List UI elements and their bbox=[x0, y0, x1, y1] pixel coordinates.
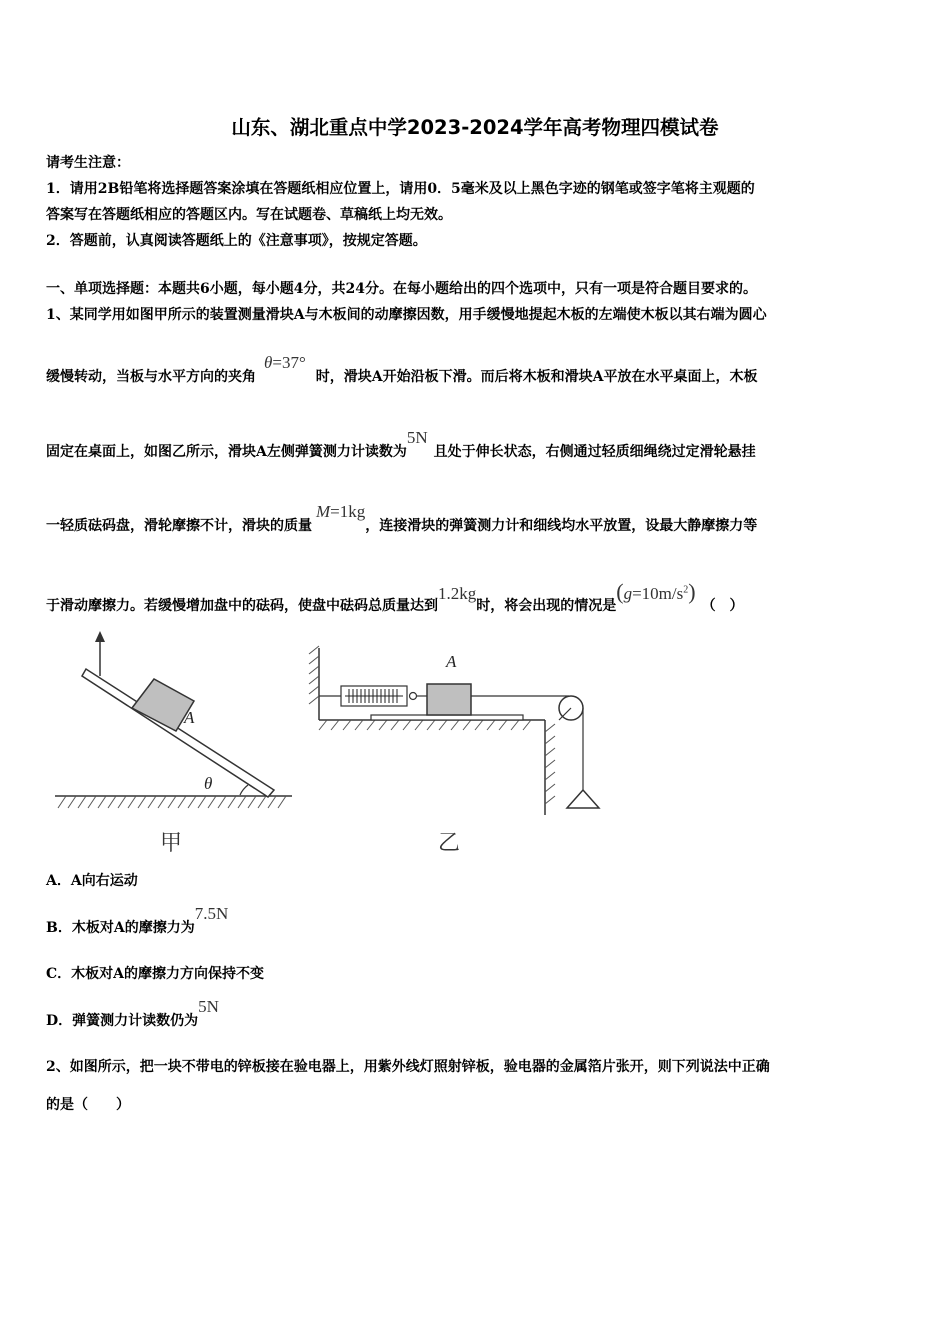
gravity-close-paren: ) bbox=[688, 579, 696, 604]
q1-line-3 bbox=[46, 428, 756, 461]
q2-line-1: 2、如图所示，把一块不带电的锌板接在验电器上，用紫外线灯照射锌板，验电器的金属箔片张开，则下列说法中正确 bbox=[46, 1059, 770, 1075]
notice-item-1-line-1: 1．请用2B铅笔将选择题答案涂填在答题纸相应位置上，请用0．5毫米及以上黑色字迹的钢笔或签字笔将主观题的 bbox=[46, 181, 755, 197]
page-title: 山东、湖北重点中学2023-2024学年高考物理四模试卷 bbox=[231, 116, 719, 139]
inclined-board bbox=[82, 669, 274, 797]
q1-line-5a: 于滑动摩擦力。若缓慢增加盘中的砝码，使盘中砝码总质量达到 bbox=[46, 598, 438, 614]
q1-line-5b: 时，将会出现的情况是 bbox=[476, 598, 617, 614]
q1-line-1: 1、某同学用如图甲所示的装置测量滑块A与木板间的动摩擦因数，用手缓慢地提起木板的左端使木板以其右端为圆心 bbox=[46, 307, 767, 323]
q1-line-2 bbox=[46, 353, 758, 386]
q1-line-2b: 时，滑块A开始沿板下滑。而后将木板和滑块A平放在水平桌面上，木板 bbox=[315, 369, 758, 385]
q1-answer-paren: （ ） bbox=[701, 598, 744, 614]
q1-line-3b: 且处于伸长状态，右侧通过轻质细绳绕过定滑轮悬挂 bbox=[433, 444, 756, 460]
notice-item-2: 2．答题前，认真阅读答题纸上的《注意事项》，按规定答题。 bbox=[46, 233, 427, 249]
angle-label: θ bbox=[204, 774, 213, 793]
mass-value: =1kg bbox=[330, 502, 366, 521]
section-1-heading: 一、单项选择题：本题共6小题，每小题4分，共24分。在每小题给出的四个选项中，只有一项是符合题目要求的。 bbox=[46, 281, 757, 297]
block-a-label-jia: A bbox=[184, 708, 195, 727]
option-b-value: 7.5N bbox=[194, 904, 229, 923]
notice-item-1-line-2: 答案写在答题纸相应的答题区内。写在试题卷、草稿纸上均无效。 bbox=[46, 207, 452, 223]
option-c: C．木板对A的摩擦力方向保持不变 bbox=[46, 966, 265, 982]
q1-line-4b: ，连接滑块的弹簧测力计和细线均水平放置，设最大静摩擦力等 bbox=[365, 518, 758, 534]
block-a-label-yi: A bbox=[446, 652, 457, 671]
q1-line-2a: 缓慢转动，当板与水平方向的夹角 bbox=[46, 369, 256, 385]
theta-expression bbox=[264, 353, 306, 372]
gravity-expression bbox=[616, 579, 696, 604]
block-a-yi bbox=[427, 684, 471, 715]
mass-expression bbox=[316, 502, 365, 521]
ground-hatch bbox=[58, 796, 286, 808]
theta-value: =37° bbox=[272, 353, 306, 372]
theta-symbol: θ bbox=[264, 353, 273, 372]
option-d-text: D．弹簧测力计读数仍为 bbox=[46, 1013, 199, 1029]
q1-line-5 bbox=[46, 579, 744, 616]
figure-jia-label: 甲 bbox=[160, 831, 183, 856]
option-d bbox=[46, 997, 219, 1030]
weight-pan bbox=[567, 790, 599, 808]
table-hatch bbox=[319, 720, 531, 730]
gravity-exponent: 2 bbox=[683, 584, 689, 596]
figure-yi bbox=[305, 640, 610, 820]
left-wall-hatch bbox=[309, 646, 319, 704]
gravity-symbol: g bbox=[623, 584, 633, 603]
mass-symbol: M bbox=[316, 502, 331, 521]
option-b bbox=[46, 904, 229, 937]
q1-line-4a: 一轻质砝码盘，滑轮摩擦不计，滑块的质量 bbox=[46, 518, 312, 534]
figure-yi-label: 乙 bbox=[438, 831, 461, 856]
gravity-open-paren: ( bbox=[616, 579, 624, 604]
spring-ring bbox=[410, 693, 417, 700]
q1-line-4 bbox=[46, 502, 758, 535]
weight-mass: 1.2kg bbox=[438, 584, 477, 603]
angle-arc bbox=[240, 785, 248, 795]
gravity-value: =10m/s bbox=[632, 584, 684, 603]
lift-arrow-head bbox=[95, 631, 105, 642]
table-edge-hatch bbox=[545, 724, 555, 804]
option-a: A．A向右运动 bbox=[46, 873, 138, 889]
option-b-text: B．木板对A的摩擦力为 bbox=[46, 920, 195, 936]
option-d-value: 5N bbox=[198, 997, 219, 1016]
spring-reading: 5N bbox=[406, 428, 428, 447]
notice-heading: 请考生注意： bbox=[46, 155, 130, 171]
q1-line-3a: 固定在桌面上，如图乙所示，滑块A左侧弹簧测力计读数为 bbox=[46, 444, 407, 460]
figure-jia bbox=[50, 628, 300, 828]
q2-line-2: 的是（ ） bbox=[46, 1097, 130, 1113]
